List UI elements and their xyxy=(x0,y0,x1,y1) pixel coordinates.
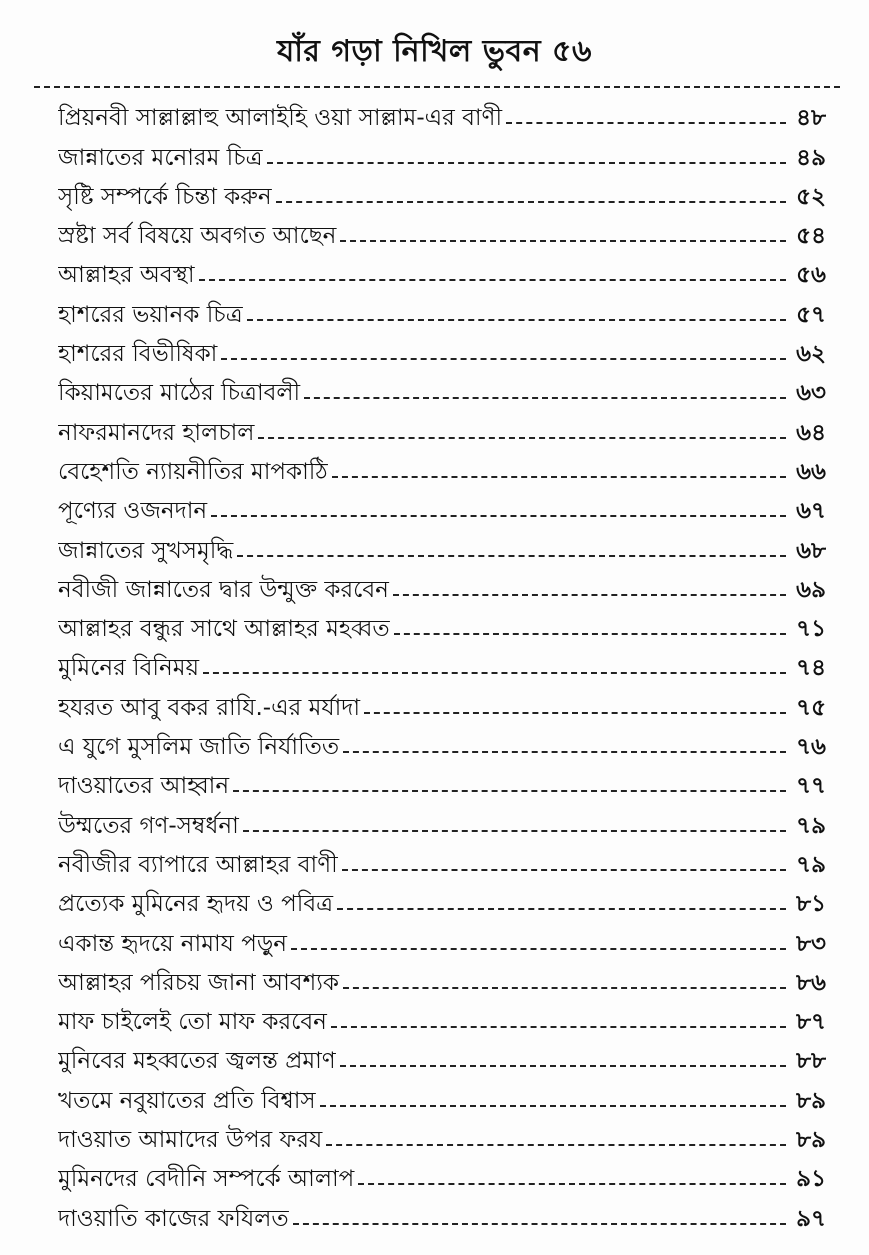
toc-entry-page: ৬৭ xyxy=(796,498,826,525)
page-header xyxy=(0,30,869,74)
dot-leader xyxy=(340,240,786,242)
dot-leader xyxy=(342,869,786,871)
dot-leader xyxy=(393,594,786,596)
toc-entry-title: হাশরের বিভীষিকা xyxy=(58,341,218,368)
toc-entry-page: ৫৪ xyxy=(796,223,826,250)
toc-entry-title: উম্মতের গণ-সম্বর্ধনা xyxy=(58,812,239,839)
toc-entry-title: নবীজীর ব্যাপারে আল্লাহর বাণী xyxy=(58,851,338,878)
toc-entry-title: হাশরের ভয়ানক চিত্র xyxy=(58,301,243,328)
toc-entry-page: ৮৩ xyxy=(796,930,826,957)
toc-entry-title: মাফ চাইলেই তো মাফ করবেন xyxy=(58,1009,327,1036)
toc-entry-page: ৫৬ xyxy=(796,262,826,289)
dot-leader xyxy=(291,948,786,950)
toc-entry-title: জান্নাতের সুখসমৃদ্ধি xyxy=(58,537,234,564)
toc-entry-page: ৭৭ xyxy=(796,773,826,800)
toc-entry-page: ৬৬ xyxy=(796,458,826,485)
toc-entry-title: প্রত্যেক মুমিনের হৃদয় ও পবিত্র xyxy=(58,891,334,918)
toc-entry-page: ৬৩ xyxy=(796,380,826,407)
toc-entry-title: আল্লাহর অবস্থা xyxy=(58,262,195,289)
dot-leader xyxy=(258,437,786,439)
toc-row xyxy=(58,644,826,683)
dot-leader xyxy=(267,162,786,164)
toc-entry-title: খতমে নবুয়াতের প্রতি বিশ্বাস xyxy=(58,1087,316,1114)
toc-entry-page: ৭৯ xyxy=(796,851,826,878)
toc-row xyxy=(58,408,826,447)
table-of-contents xyxy=(58,94,826,1234)
toc-entry-title: এ যুগে মুসলিম জাতি নির্যাতিত xyxy=(58,734,340,761)
dot-leader xyxy=(343,987,786,989)
toc-row xyxy=(58,566,826,605)
toc-entry-page: ৯১ xyxy=(796,1166,826,1193)
toc-entry-page: ৮৬ xyxy=(796,969,826,996)
toc-entry-title: সৃষ্টি সম্পর্কে চিন্তা করুন xyxy=(58,183,272,210)
toc-row xyxy=(58,880,826,919)
dot-leader xyxy=(331,1026,786,1028)
dot-leader xyxy=(326,1144,786,1146)
toc-entry-page: ৭৪ xyxy=(796,655,826,682)
dot-leader xyxy=(199,279,786,281)
toc-entry-page: ৭৫ xyxy=(796,694,826,721)
toc-entry-title: পূণ্যের ওজনদান xyxy=(58,498,208,525)
toc-row xyxy=(58,1194,826,1233)
toc-entry-title: মুমিনদের বেদীনি সম্পর্কে আলাপ xyxy=(58,1166,355,1193)
toc-row xyxy=(58,998,826,1037)
dot-leader xyxy=(337,908,786,910)
dot-leader xyxy=(358,1183,786,1185)
toc-row xyxy=(58,94,826,133)
toc-entry-page: ৯৭ xyxy=(796,1205,826,1232)
toc-entry-title: বেহেশতি ন্যায়নীতির মাপকাঠি xyxy=(58,458,328,485)
toc-row xyxy=(58,841,826,880)
toc-entry-title: নাফরমানদের হালচাল xyxy=(58,419,255,446)
header-divider xyxy=(34,86,840,88)
toc-row xyxy=(58,1155,826,1194)
toc-row xyxy=(58,683,826,722)
toc-entry-page: ৫২ xyxy=(796,183,826,210)
dot-leader xyxy=(211,515,786,517)
toc-entry-page: ৪৮ xyxy=(796,105,826,132)
toc-row xyxy=(58,526,826,565)
toc-row xyxy=(58,605,826,644)
toc-entry-page: ৬৯ xyxy=(796,576,826,603)
toc-entry-page: ৮৯ xyxy=(796,1087,826,1114)
dot-leader xyxy=(276,201,786,203)
toc-entry-page: ৬৪ xyxy=(796,419,826,446)
dot-leader xyxy=(247,319,786,321)
toc-row xyxy=(58,1037,826,1076)
toc-row xyxy=(58,290,826,329)
dot-leader xyxy=(320,1105,786,1107)
toc-row xyxy=(58,133,826,172)
toc-row xyxy=(58,801,826,840)
dot-leader xyxy=(506,122,786,124)
toc-row xyxy=(58,919,826,958)
toc-entry-title: আল্লাহর পরিচয় জানা আবশ্যক xyxy=(58,969,339,996)
toc-row xyxy=(58,251,826,290)
dot-leader xyxy=(343,751,786,753)
toc-entry-page: ৮১ xyxy=(796,891,826,918)
toc-row xyxy=(58,723,826,762)
toc-entry-title: দাওয়াত আমাদের উপর ফরয xyxy=(58,1127,323,1154)
toc-row xyxy=(58,1116,826,1155)
toc-entry-page: ৭১ xyxy=(796,616,826,643)
toc-row xyxy=(58,448,826,487)
toc-entry-title: একান্ত হৃদয়ে নামায পড়ুন xyxy=(58,930,287,957)
toc-row xyxy=(58,369,826,408)
dot-leader xyxy=(237,555,786,557)
toc-entry-page: ৪৯ xyxy=(796,144,826,171)
toc-entry-page: ৮৯ xyxy=(796,1127,826,1154)
dot-leader xyxy=(304,397,786,399)
toc-entry-title: প্রিয়নবী সাল্লাল্লাহু আলাইহি ওয়া সাল্লাম-এর বাণী xyxy=(58,105,503,132)
toc-entry-title: কিয়ামতের মাঠের চিত্রাবলী xyxy=(58,380,301,407)
dot-leader xyxy=(332,476,786,478)
toc-row xyxy=(58,762,826,801)
toc-entry-page: ৭৬ xyxy=(796,734,826,761)
toc-entry-page: ৮৭ xyxy=(796,1009,826,1036)
toc-entry-page: ৮৮ xyxy=(796,1048,826,1075)
running-head-title: যাঁর গড়া নিখিল ভুবন ৫৬ xyxy=(276,34,593,69)
toc-entry-title: আল্লাহর বন্ধুর সাথে আল্লাহর মহব্বত xyxy=(58,616,390,643)
dot-leader xyxy=(221,358,786,360)
dot-leader xyxy=(340,1065,786,1067)
toc-entry-title: হযরত আবু বকর রাযি.-এর মর্যাদা xyxy=(58,694,361,721)
toc-entry-page: ৬২ xyxy=(796,341,826,368)
toc-entry-title: জান্নাতের মনোরম চিত্র xyxy=(58,144,263,171)
toc-entry-title: মুমিনের বিনিময় xyxy=(58,655,200,682)
toc-entry-title: স্রষ্টা সর্ব বিষয়ে অবগত আছেন xyxy=(58,223,337,250)
dot-leader xyxy=(233,790,786,792)
toc-entry-title: নবীজী জান্নাতের দ্বার উন্মুক্ত করবেন xyxy=(58,576,389,603)
toc-entry-title: মুনিবের মহব্বতের জ্বলন্ত প্রমাণ xyxy=(58,1048,336,1075)
toc-entry-title: দাওয়াতি কাজের ফযিলত xyxy=(58,1205,289,1232)
toc-row xyxy=(58,330,826,369)
toc-row xyxy=(58,173,826,212)
dot-leader xyxy=(293,1223,786,1225)
toc-entry-title: দাওয়াতের আহ্বান xyxy=(58,773,230,800)
dot-leader xyxy=(364,712,786,714)
dot-leader xyxy=(394,633,786,635)
toc-row xyxy=(58,1076,826,1115)
toc-row xyxy=(58,487,826,526)
toc-entry-page: ৫৭ xyxy=(796,301,826,328)
toc-row xyxy=(58,212,826,251)
toc-row xyxy=(58,959,826,998)
toc-entry-page: ৬৮ xyxy=(796,537,826,564)
dot-leader xyxy=(243,830,786,832)
toc-entry-page: ৭৯ xyxy=(796,812,826,839)
dot-leader xyxy=(203,672,786,674)
